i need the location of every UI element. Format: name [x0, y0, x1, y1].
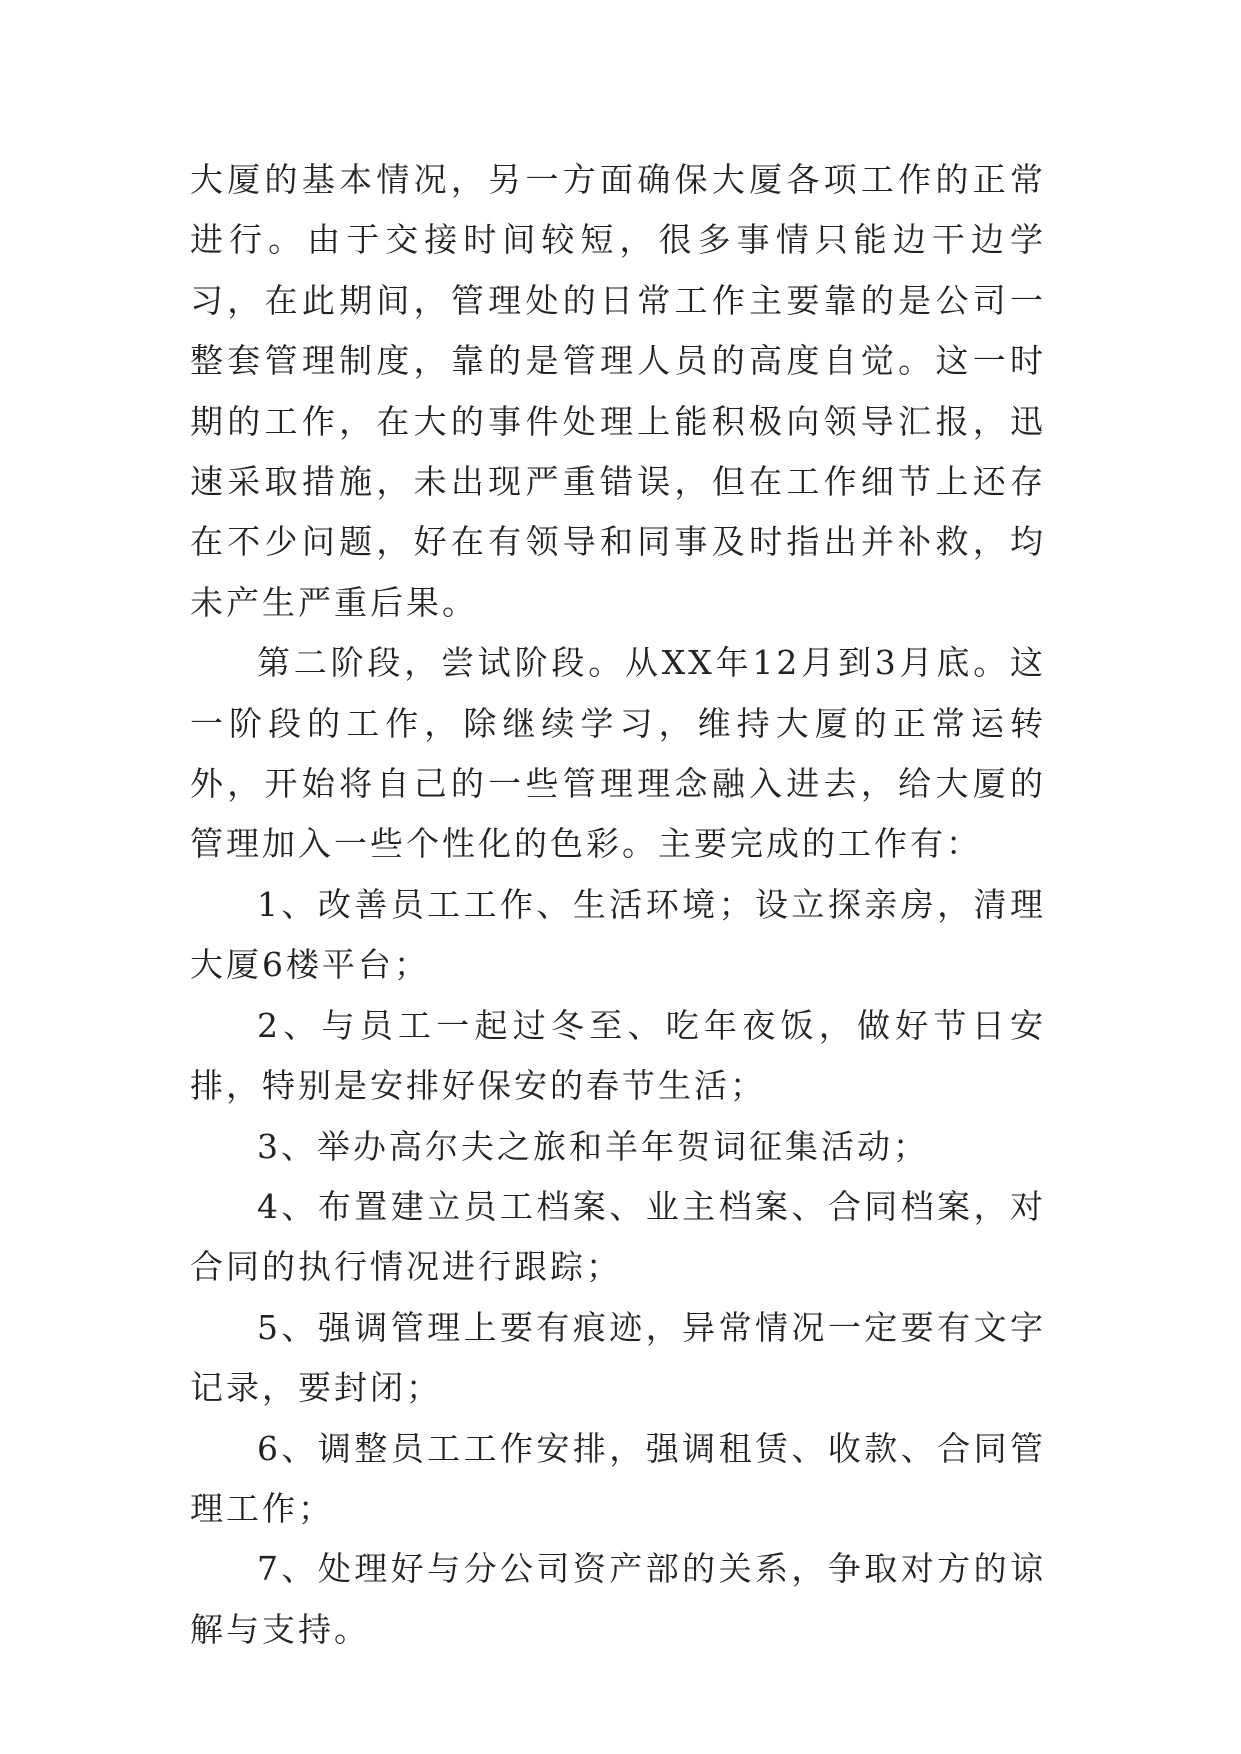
paragraph-continued: 大厦的基本情况，另一方面确保大厦各项工作的正常进行。由于交接时间较短，很多事情只能边干边学习，在此期间，管理处的日常工作主要靠的是公司一整套管理制度，靠的是管理人员的高度自觉。这一时期的工作，在大的事件处理上能积极向领导汇报，迅速采取措施，未出现严重错误，但在工作细节上还存在不少问题，好在有领导和同事及时指出并补救，均未产生严重后果。 [190, 160, 1046, 622]
list-item: 7、处理好与分公司资产部的关系，争取对方的谅解与支持。 [190, 1549, 1046, 1649]
list-item: 4、布置建立员工档案、业主档案、合同档案，对合同的执行情况进行跟踪； [190, 1186, 1046, 1287]
document-page [190, 150, 1046, 1660]
list-item: 6、调整员工工作安排，强调租赁、收款、合同管理工作； [190, 1428, 1046, 1528]
list-item: 5、强调管理上要有痕迹，异常情况一定要有文字记录，要封闭； [190, 1307, 1046, 1408]
list-item: 2、与员工一起过冬至、吃年夜饭，做好节日安排，特别是安排好保安的春节生活； [190, 1005, 1046, 1106]
paragraph-stage-two: 第二阶段，尝试阶段。从XX年12月到3月底。这一阶段的工作，除继续学习，维持大厦的正常运转外，开始将自己的一些管理理念融入进去，给大厦的管理加入一些个性化的色彩。主要完成的工作有： [190, 643, 1046, 864]
list-item: 3、举办高尔夫之旅和羊年贺词征集活动； [257, 1126, 929, 1166]
list-item: 1、改善员工工作、生活环境；设立探亲房，清理大厦6楼平台； [190, 884, 1046, 985]
